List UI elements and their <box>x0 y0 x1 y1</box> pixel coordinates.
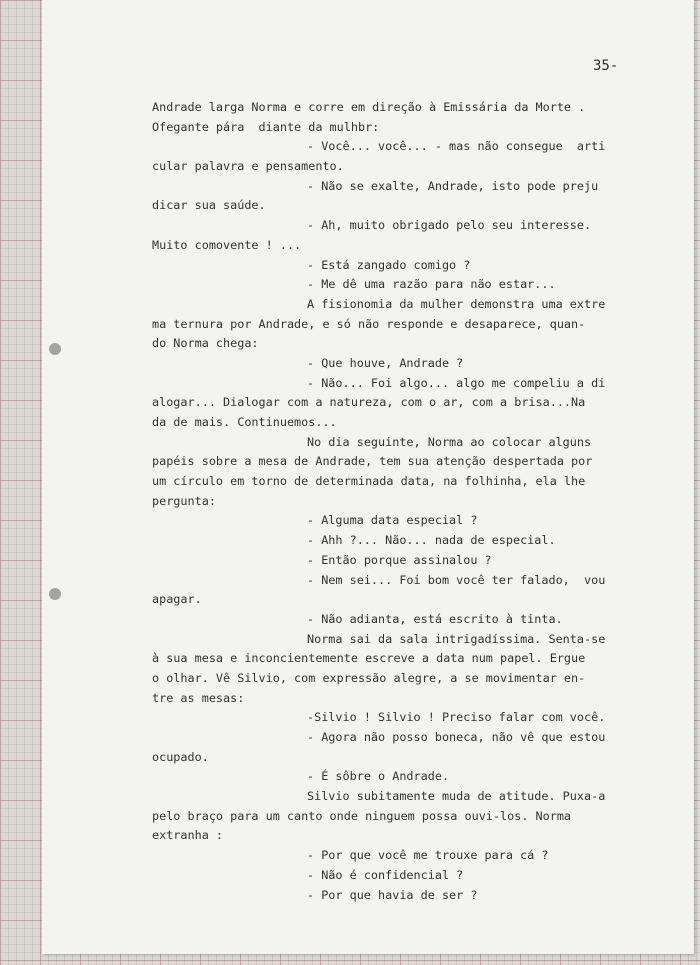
text-line: ocupado. <box>152 749 209 764</box>
typewritten-text <box>152 98 652 905</box>
dialogue-line: - Agora não posso boneca, não vê que estou <box>307 730 606 744</box>
text-line: da de mais. Continuemos... <box>152 415 337 429</box>
text-line: à sua mesa e inconcientemente escreve a data num papel. Ergue <box>152 651 586 666</box>
punch-hole-top <box>49 343 61 355</box>
text-line: ma ternura por Andrade, e só não responde e desaparece, quan- <box>152 316 586 331</box>
text-line: Andrade larga Norma e corre em direção à Emissária da Morte . <box>152 100 586 114</box>
dialogue-line: - Você... você... - mas não consegue arti <box>307 139 606 154</box>
text-line: cular palavra e pensamento. <box>152 159 344 174</box>
page-number: 35- <box>593 58 619 74</box>
dialogue-line: - Não adianta, está escrito à tinta. <box>307 611 563 626</box>
dialogue-line: - Me dê uma razão para não estar... <box>307 277 556 292</box>
dialogue-line: - Por que havia de ser ? <box>307 887 478 902</box>
dialogue-line: - Ah, muito obrigado pelo seu interesse. <box>307 218 592 233</box>
text-line: dicar sua saúde. <box>152 198 266 213</box>
dialogue-line: - Então porque assinalou ? <box>307 552 492 567</box>
dialogue-line: - Ahh ?... Não... nada de especial. <box>307 533 556 548</box>
text-line: A fisionomia da mulher demonstra uma extre <box>307 296 606 311</box>
text-line: extranha : <box>152 828 224 843</box>
text-line: Muito comovente ! ... <box>152 237 302 252</box>
text-line: tre as mesas: <box>152 690 245 705</box>
dialogue-line: - Nem sei... Foi bom você ter falado, vou <box>307 572 606 587</box>
dialogue-line: - Não se exalte, Andrade, isto pode preju <box>307 178 599 193</box>
text-line: apagar. <box>152 592 202 607</box>
text-line: do Norma chega: <box>152 336 259 351</box>
dialogue-line: - Não... Foi algo... algo me compeliu a di <box>307 375 606 390</box>
text-line: papéis sobre a mesa de Andrade, tem sua atenção despertada por <box>152 454 593 469</box>
dialogue-line: - Não é confidencial ? <box>307 867 464 882</box>
dialogue-line: - Por que você me trouxe para cá ? <box>307 848 549 863</box>
text-line: pelo braço para um canto onde ninguem possa ouvi-los. Norma <box>152 808 572 823</box>
text-line: alogar... Dialogar com a natureza, com o ar, com a brisa...Na <box>152 395 586 410</box>
dialogue-line: - É sôbre o Andrade. <box>307 769 450 784</box>
text-line: o olhar. Vê Silvio, com expressão alegre, a se movimentar en- <box>152 670 586 685</box>
text-line: Ofegante pára diante da mulhbr: <box>152 119 380 134</box>
text-line: Norma sai da sala intrigadíssima. Senta-se <box>307 631 606 646</box>
dialogue-line: -Silvio ! Silvio ! Preciso falar com você. <box>307 710 606 725</box>
dialogue-line: - Que houve, Andrade ? <box>307 355 464 370</box>
text-line: No dia seguinte, Norma ao colocar alguns <box>307 434 592 449</box>
dialogue-line: - Está zangado comigo ? <box>307 257 471 272</box>
text-line: pergunta: <box>152 493 216 508</box>
text-line: Silvio subitamente muda de atitude. Puxa-a <box>307 789 606 804</box>
dialogue-line: - Alguma data especial ? <box>307 513 478 528</box>
punch-hole-bottom <box>49 588 61 600</box>
text-line: um círculo em torno de determinada data, na folhinha, ela lhe <box>152 474 586 489</box>
